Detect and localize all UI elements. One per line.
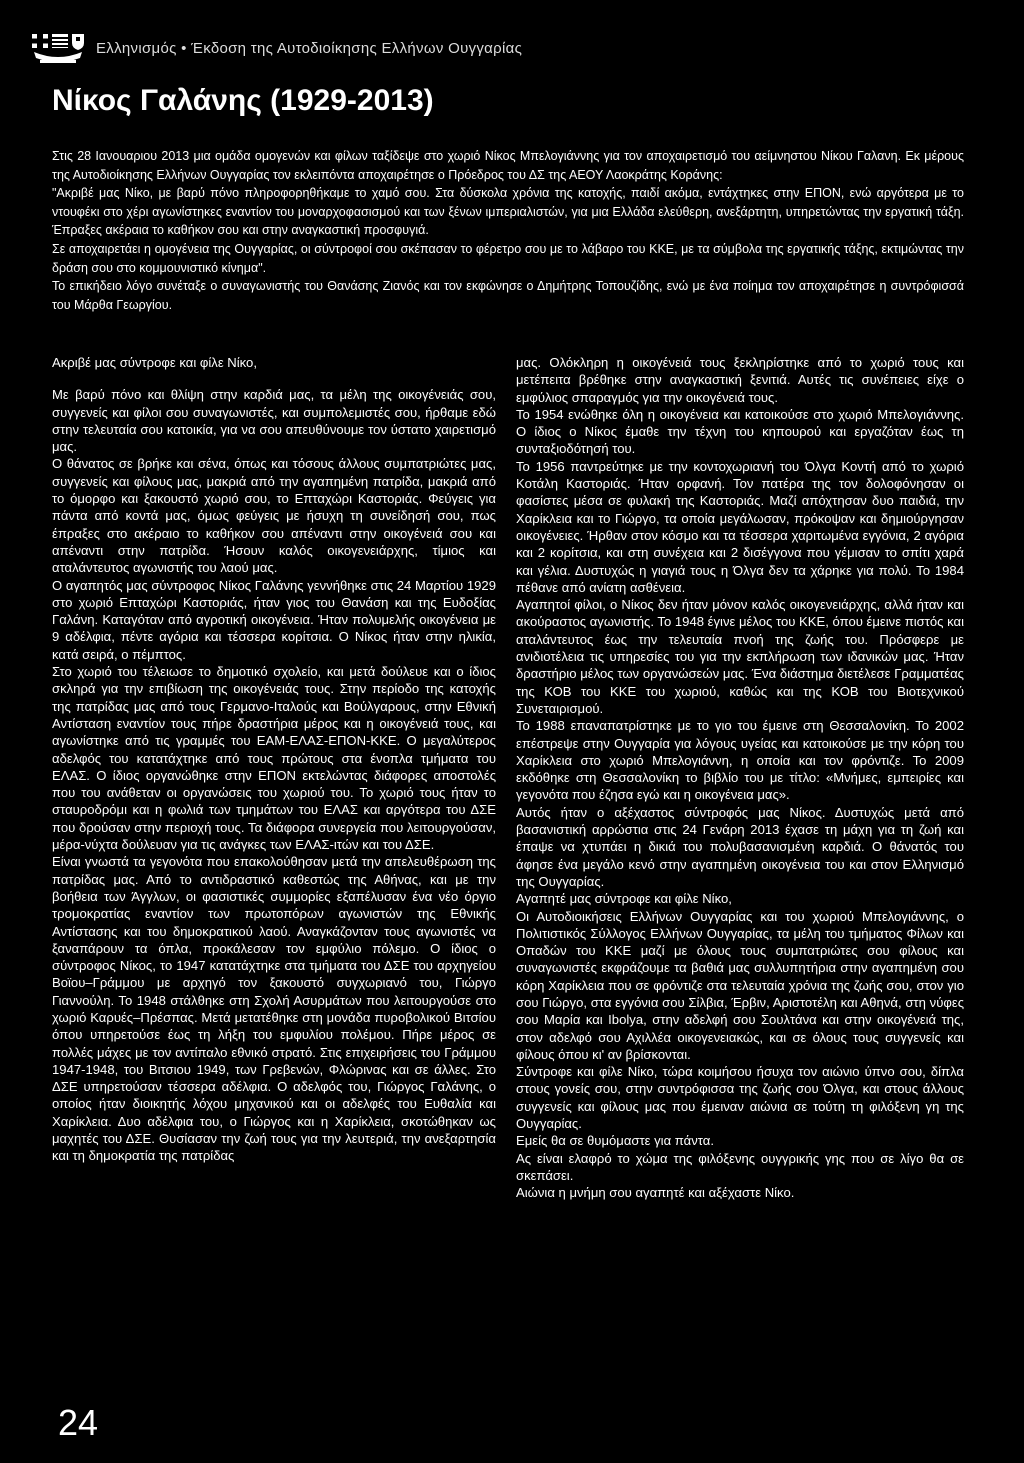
column-paragraph: Το 1956 παντρεύτηκε με την κοντοχωριανή του Όλγα Κοντή από το χωριό Κοτάλη Καστοριάς. Ήταν ορφανή. Τον πατέρα της τον δολοφόνησαν οι φασίστες μέσα σε φυλακή της Καστοριάς. Μαζί απόχτησαν δυο παιδιά, την Χαρίκλεια και το Γιώργο, τα οποία μεγάλωσαν, πρόκοψαν και δημιούργησαν οικογένειες. Ήρθαν στον κόσμο και τα τέσσερα χαριτωμένα εγγόνια, 2 αγόρια και 2 κορίτσια, και στη συνέχεια και 2 δισέγγονα που γέμισαν το σπίτι χαρά και γέλια. Δυστυχώς η γιαγιά τους η Όλγα δεν τα χάρηκε για πολύ. Το 1984 πέθανε από ανίατη ασθένεια.: [516, 458, 964, 595]
intro-paragraph: "Ακριβέ μας Νίκο, με βαρύ πόνο πληροφορηθήκαμε το χαμό σου. Στα δύσκολα χρόνια της κατοχής, παιδί ακόμα, εντάχτηκες στην ΕΠΟΝ, ενώ αργότερα με το ντουφέκι στο χέρι αγωνίστηκες εναντίον του μοναρχοφασισμού και των ξένων ιμπεριαλιστών, για μια Ελλάδα ελεύθερη, ανεξάρτητη, υπηρετώντας την εργατική τάξη. Έπραξες ακέραια το καθήκον σου και στην αναγκαστική προσφυγιά.: [52, 186, 964, 238]
column-paragraph: Ας είναι ελαφρό το χώμα της φιλόξενης ουγγρικής γης που σε λίγο θα σε σκεπάσει.: [516, 1150, 964, 1183]
column-paragraph: Οι Αυτοδιοικήσεις Ελλήνων Ουγγαρίας και του χωριού Μπελογιάννης, ο Πολιτιστικός Σύλλογος Ελλήνων Ουγγαρίας, τα μέλη του τμήματος Φίλων και Οπαδών του ΚΚΕ μαζί με όλους τους συμπατριώτες σου φίλους και συναγωνιστές εκφράζουμε τα βαθιά μας συλλυπητήρια στην αγαπημένη σου κόρη Χαρίκλεια που σε φρόντιζε στα τελευταία χρόνια της ζωής σου, στον γιο σου Γιώργο, στα εγγόνια σου Σίλβια, Έρβιν, Αριστοτέλη και Αθηνά, στη νύφες σου Μαρία και Ibolya, στην αδελφή σου Σουλτάνα και στην οικογένειά της, στον αδελφό σου Αχιλλέα οικογενειακώς, και σε όλους τους συγγενείς και φίλους όπου κι' αν βρίσκονται.: [516, 908, 964, 1062]
column-paragraph: Ο θάνατος σε βρήκε και σένα, όπως και τόσους άλλους συμπατριώτες μας, συγγενείς και φίλους μας, μακριά από την αγαπημένη πατρίδα, μακριά από το όμορφο και ξακουστό χωριό σου, το Επταχώρι Καστοριάς. Φεύγεις για πάντα από κοντά μας, όμως φεύγεις με ήσυχη τη συνείδησή σου, πως έπραξες στο ακέραιο το καθήκον σου απέναντι στην οικογένειά σου και απέναντι στην πατρίδα. Ήσουν καλός οικογενειάρχης, τίμιος και αταλάντευτος αγωνιστής του λαού μας.: [52, 456, 496, 576]
article-title: Νίκος Γαλάνης (1929-2013): [52, 84, 434, 117]
left-column: [52, 354, 496, 1165]
column-paragraph: Στο χωριό του τέλειωσε το δημοτικό σχολείο, και μετά δούλευε και ο ίδιος σκληρά για την επιβίωση της οικογένειάς τους. Στην περίοδο της κατοχής της πατρίδας μας από τους Γερμανο-Ιταλούς και Βούλγαρους, στην Εθνική Αντίσταση εναντίον τους πήρε δραστήρια μέρος και η οικογένειά τους, και αγωνίστηκε από τις γραμμές του ΕΑΜ-ΕΛΑΣ-ΕΠΟΝ-ΚΚΕ. Ο μεγαλύτερος αδελφός του κατατάχτηκε από τους πρώτους στα ένοπλα τμήματα του ΕΛΑΣ. Ο ίδιος οργανώθηκε στην ΕΠΟΝ εκτελώντας διάφορες αποστολές που του ανάθεταν οι οργανώσεις του χωριού του. Το χωριό τους ήταν το σταυροδρόμι και η φωλιά των τμημάτων του ΕΛΑΣ και αργότερα του ΔΣΕ που δρούσαν στην περιοχή τους. Τα διάφορα συνεργεία που λειτουργούσαν, μέρα-νύχτα δούλευαν για τις ανάγκες των ΕΛΑΣ-ιτών και του ΔΣΕ.: [52, 664, 496, 853]
column-paragraph: Είναι γνωστά τα γεγονότα που επακολούθησαν μετά την απελευθέρωση της πατρίδας μας. Από το αντιδραστικό καθεστώς της Αθήνας, και με την βοήθεια των Άγγλων, οι φασιστικές συμμορίες εξαπέλυσαν ένα νέο όργιο τρομοκρατίας εναντίον των πρωτοπόρων αγωνιστών της Εθνικής Αντίστασης και του δημοκρατικού λαού. Αναγκάζονταν τους αγωνιστές να ξαναπάρουν τα όπλα, προκάλεσαν τον εμφύλιο πόλεμο. Ο ίδιος ο σύντροφος Νίκος, το 1947 κατατάχτηκε στα τμήματα του ΔΣΕ του αρχηγείου Βοϊου–Γράμμου με αρχηγό τον ξακουστό συγχωριανό του, Γιώργο Γιαννούλη. Το 1948 στάλθηκε στη Σχολή Ασυρμάτων που λειτουργούσε στο χωριό Καρυές–Πρέσπας. Μετά μετατέθηκε στη μονάδα πυροβολικού Βιτσίου όπου υπηρετούσε έως τη λήξη του εμφυλίου πολέμου. Πήρε μέρος σε πολλές μάχες με τον αντίπαλο εθνικό στρατό. Στις επιχειρήσεις του Γράμμου 1947-1948, του Βιτσιου 1949, των Γρεβενών, Φλώρινας και σε άλλες. Στο ΔΣΕ υπηρετούσαν τέσσερα αδέλφια. Ο αδελφός του, Γιώργος Γαλάνης, ο οποίος ήταν διοικητής λόχου μηχανικού και οι αδελφές του Ευθαλία και Χαρίκλεια. Δυο αδέλφια του, ο Γιώργος και η Χαρίκλεια, σκοτώθηκαν ως μαχητές του ΔΣΕ. Θυσίασαν την ζωή τους για την λευτεριά, την ανεξαρτησία και τη δημοκρατία της πατρίδας: [52, 854, 496, 1164]
intro-paragraph: Σε αποχαιρετάει η ομογένεια της Ουγγαρίας, οι σύντροφοί σου σκέπασαν το φέρετρο σου με το λάβαρο του ΚΚΕ, με τα σύμβολα της εργατικής τάξης, εκτιμώντας την δράση σου στο κομμουνιστικό κίνημα".: [52, 241, 964, 275]
column-paragraph: μας. Ολόκληρη η οικογένειά τους ξεκληρίστηκε από το χωριό τους και μετέπειτα βρέθηκε στην αναγκαστική ξενιτιά. Αυτές τις συνέπειες είχε ο εμφύλιος σπαραγμός για την οικογένειά τους.: [516, 355, 964, 405]
column-paragraph: Το 1988 επαναπατρίστηκε με το γιο του έμεινε στη Θεσσαλονίκη. Το 2002 επέστρεψε στην Ουγγαρία για λόγους υγείας και κατοικούσε με την κόρη του Χαρίκλεια στο χωριό Μπελογιάννη, η οποία και τον φρόντιζε. Το 2009 εκδόθηκε στη Θεσσαλονίκη το βιβλίο του με τίτλο: «Μνήμες, εμπειρίες και γεγονότα που έζησα εγώ και η οικογένεια μας».: [516, 718, 964, 803]
column-paragraph: Αγαπητέ μας σύντροφε και φίλε Νίκο,: [516, 891, 732, 907]
intro-section: [52, 147, 964, 314]
greek-self-government-emblem-icon: [30, 30, 86, 66]
header-publication-text: Ελληνισμός • Έκδοση της Αυτοδιοίκησης Ελλήνων Ουγγαρίας: [96, 39, 523, 57]
column-paragraph: Αιώνια η μνήμη σου αγαπητέ και αξέχαστε Νίκο.: [516, 1185, 795, 1201]
page-header: [30, 30, 522, 66]
intro-paragraph: Στις 28 Ιανουαριου 2013 μια ομάδα ομογενών και φίλων ταξίδεψε στο χωριό Νίκος Μπελογιάννης για τον αποχαιρετισμό του αείμνηστου Νίκου Γαλανη. Εκ μέρους της Αυτοδιοίκησης Ελλήνων Ουγγαρίας τον εκλειπόντα αποχαιρέτησε ο Πρόεδρος του ΔΣ της ΑΕΟΥ Λαοκράτης Κοράνης:: [52, 149, 964, 182]
column-paragraph: Αγαπητοί φίλοι, ο Νίκος δεν ήταν μόνον καλός οικογενειάρχης, αλλά ήταν και ακούραστος αγωνιστής. Το 1948 έγινε μέλος του ΚΚΕ, όπου έμεινε πιστός και αταλάντευτος έως την τελευταία πνοή της ζωής του. Πρόσφερε με ανιδιοτέλεια τις υπηρεσίες του για την εκπλήρωση των ιδανικών μας. Ήταν δραστήριο μέλος των οργανώσεών μας. Ένα διάστημα διετέλεσε Γραμματέας της ΚΟΒ του ΚΚΕ του χωριού, καθώς και της ΚΟΒ του Βιοτεχνικού Συνεταιρισμού.: [516, 597, 964, 716]
column-paragraph: Εμείς θα σε θυμόμαστε για πάντα.: [516, 1133, 714, 1149]
column-paragraph: Με βαρύ πόνο και θλίψη στην καρδιά μας, τα μέλη της οικογένειάς σου, συγγενείς και φίλοι σου συναγωνιστές, και συμπολεμιστές σου, ήρθαμε εδώ στην τελευταία σου κατοικία, για να σου απευθύνουμε τον ύστατο χαιρετισμό μας.: [52, 387, 496, 455]
column-paragraph: Σύντροφε και φίλε Νίκο, τώρα κοιμήσου ήσυχα τον αιώνιο ύπνο σου, δίπλα στους γονείς σου, στην συντρόφισσα της ζωής σου Όλγα, και στους άλλους συγγενείς και φίλους μας που έμειναν αιώνια σε τούτη τη φιλόξενη γη της Ουγγαρίας.: [516, 1064, 964, 1132]
intro-paragraph: Το επικήδειο λόγο συνέταξε ο συναγωνιστής του Θανάσης Ζιανός και τον εκφώνησε ο Δημήτρης Τοπουζίδης, ενώ με ένα ποίημα τον αποχαιρέτησε η συντρόφισσά του Μάρθα Γεωργίου.: [52, 279, 964, 312]
column-paragraph: Ο αγαπητός μας σύντροφος Νίκος Γαλάνης γεννήθηκε στις 24 Μαρτίου 1929 στο χωριό Επταχώρι Καστοριάς, ήταν γιος του Θανάση και της Ευδοξίας Γαλάνη. Καταγόταν από αγροτική οικογένεια. Ήταν πολυμελής οικογένεια με 9 αδέλφια, πέντε αγόρια και τέσσερα κορίτσια. Ο Νίκος ήταν στην ηλικία, κατά σειρά, ο πέμπτος.: [52, 577, 496, 662]
right-column: [516, 354, 964, 1202]
column-paragraph: Αυτός ήταν ο αξέχαστος σύντροφός μας Νίκος. Δυστυχώς μετά από βασανιστική αρρώστια στις 24 Γενάρη 2013 έχασε τη μάχη για τη ζωή και έπαψε να χτυπάει η δικιά του πολυβασανισμένη καρδιά. Ο θάνατός του άφησε ένα μεγάλο κενό στην αγαπημένη οικογένεια του και στον Ελληνισμό της Ουγγαρίας.: [516, 804, 964, 889]
page-number: 24: [58, 1402, 99, 1443]
column-paragraph: Το 1954 ενώθηκε όλη η οικογένεια και κατοικούσε στο χωριό Μπελογιάννης. Ο ίδιος ο Νίκος έμαθε την τέχνη του κηπουρού και εργαζόταν έως τη συνταξιοδότησή του.: [516, 406, 964, 457]
column-paragraph: Ακριβέ μας σύντροφε και φίλε Νίκο,: [52, 355, 257, 370]
